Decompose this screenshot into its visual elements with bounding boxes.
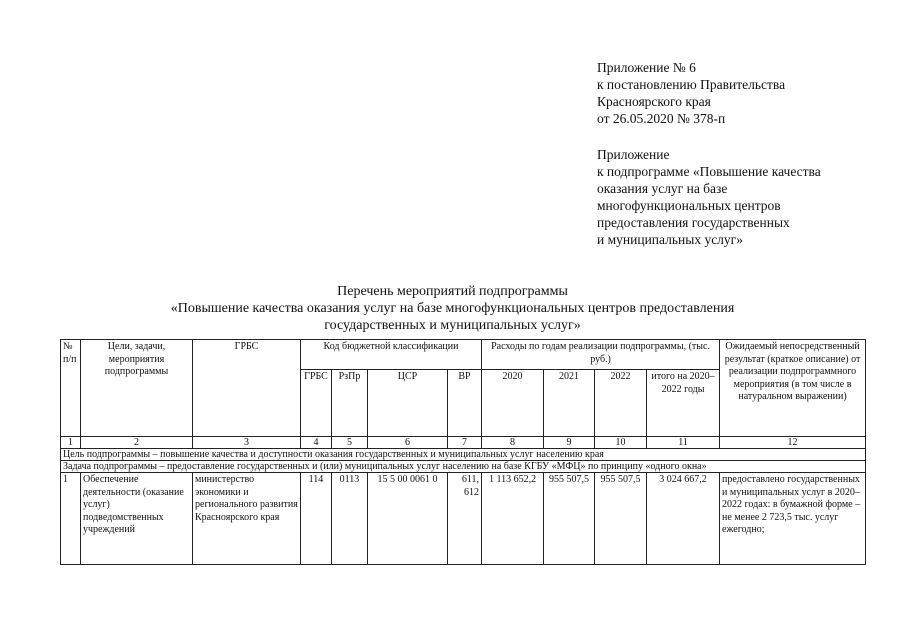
title-line: «Повышение качества оказания услуг на базе многофункциональных центров предоставления [170,301,735,316]
activities-table [60,339,866,565]
annex-line: Красноярского края [597,94,711,109]
subheader-2022: 2022 [595,370,647,437]
subheader-2021: 2021 [544,370,595,437]
row-result: предоставлено государственных и муниципальных услуг в 2020–2022 годах: в бумажной форме – не менее 2 723,5 тыс. услуг ежегодно; [720,473,866,565]
annex-line: многофункциональных центров [597,198,781,213]
annex-line: и муниципальных услуг» [597,232,743,247]
row-grbs-name: министерство экономики и регионального развития Красноярского края [193,473,301,565]
annex-line: оказания услуг на базе [597,181,728,196]
row-vr: 611, 612 [448,473,482,565]
header-num: № п/п [61,340,81,437]
document-title [0,283,905,334]
goal-row: Цель подпрограммы – повышение качества и доступности оказания государственных и муниципальных услуг населению края [61,449,866,461]
column-number: 3 [193,437,301,449]
column-number: 9 [544,437,595,449]
subheader-total: итого на 2020–2022 годы [647,370,720,437]
row-total: 3 024 667,2 [647,473,720,565]
row-rzpr: 0113 [332,473,368,565]
subheader-grbs: ГРБС [301,370,332,437]
annex-line: Приложение № 6 [597,60,696,75]
subheader-rzpr: РзПр [332,370,368,437]
column-number: 6 [368,437,448,449]
annex-line: к постановлению Правительства [597,77,786,92]
row-csr: 15 5 00 0061 0 [368,473,448,565]
row-num: 1 [61,473,81,565]
subheader-vr: ВР [448,370,482,437]
subheader-2020: 2020 [482,370,544,437]
column-number: 4 [301,437,332,449]
row-2021: 955 507,5 [544,473,595,565]
column-number: 2 [81,437,193,449]
row-grbs-code: 114 [301,473,332,565]
title-line: государственных и муниципальных услуг» [324,318,581,333]
table-row [61,473,866,565]
column-number: 7 [448,437,482,449]
column-number: 11 [647,437,720,449]
row-2020: 1 113 652,2 [482,473,544,565]
header-expenses: Расходы по годам реализации подпрограммы, (тыс. руб.) [482,340,720,370]
header-result: Ожидаемый непосредственный результат (краткое описание) от реализации подпрограммного мероприятия (в том числе в натуральном выражении) [720,340,866,437]
column-number: 5 [332,437,368,449]
column-number: 8 [482,437,544,449]
annex-header [597,59,785,127]
subheader-csr: ЦСР [368,370,448,437]
header-budget-code: Код бюджетной классификации [301,340,482,370]
row-2022: 955 507,5 [595,473,647,565]
title-line: Перечень мероприятий подпрограммы [337,284,568,299]
column-number: 12 [720,437,866,449]
subprogram-annex-header [597,146,821,248]
annex-line: к подпрограмме «Повышение качества [597,164,821,179]
row-activity: Обеспечение деятельности (оказание услуг) подведомственных учреждений [81,473,193,565]
column-number: 10 [595,437,647,449]
task-row: Задача подпрограммы – предоставление государственных и (или) муниципальных услуг населению на базе КГБУ «МФЦ» по принципу «одного окна» [61,461,866,473]
annex-line: от 26.05.2020 № 378-п [597,111,726,126]
header-goals: Цели, задачи, мероприятия подпрограммы [81,340,193,437]
annex-line: предоставления государственных [597,215,790,230]
column-number: 1 [61,437,81,449]
annex-line: Приложение [597,147,670,162]
header-grbs: ГРБС [193,340,301,437]
